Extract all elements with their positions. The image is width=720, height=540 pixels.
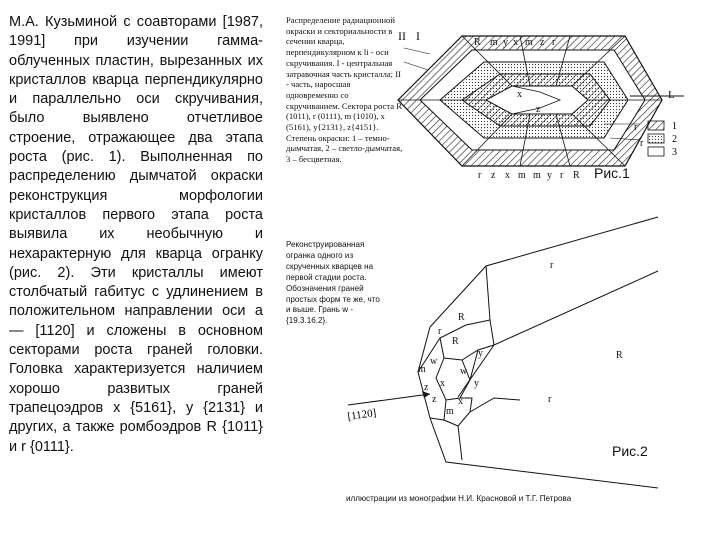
fig1-top-label: z [540,37,545,48]
fig1-bottom-label: r [478,170,482,181]
svg-text:3: 3 [672,147,677,158]
figure1-caption: Распределение радиационной окраски и секториальности в сечении кварца, перпендикулярном к li - оси скручивания. I - центральная затравочная часть кристалла; II - часть, наросшая одновременно со скручиванием. Сектора роста R (1011), r (0111), m (1010), x (5161), y{2131}, z{4151}. Степень окраски: 1 – темно-дымчатая, 2 – светло-дымчатая, 3 – бесцветная. [286,15,403,165]
fig1-bottom-label: x [505,170,510,181]
fig1-bottom-label: R [573,170,580,181]
fig1-top-label: x [513,37,518,48]
fig2-face-label: y [474,378,479,389]
fig1-top-label: m [525,37,533,48]
fig2-face-label: r [548,394,552,405]
fig2-face-label: x [440,378,445,389]
fig1-inner-label: x [517,89,522,100]
main-paragraph: М.А. Кузьминой с соавторами [1987, 1991] при изучении гамма-облученных пластин, вырезанных их кристаллов кварца перпендикулярно и параллельно оси скручивания, было выявлено отчетливое строение, отражающее два этапа роста (рис. 1). Выполненная по распределению дымчатой окраски реконструкция морфологии кристаллов первого этапа роста выявила их необычную и нехарактерную для кварца огранку (рис. 2). Эти кристаллы имеют столбчатый габитус с удлинением в положительном направлении оси a — [1120] и сложены в основном секторами роста граней головки. Головка характеризуется наличием хорошо развитых граней трапецоэдров x {5161}, y {2131} и других, а также ромбоэдров R {1011} и r {0111}. [9,14,263,455]
fig1-top-label: y [503,37,508,48]
figure1-label: Рис.1 [594,165,630,181]
fig2-face-label: R [452,336,459,347]
fig2-face-label: z [432,394,437,405]
fig1-roman-2: II [398,29,406,43]
fig2-axis-line [348,394,430,405]
fig1-legend [648,121,677,158]
svg-text:1: 1 [672,121,677,132]
fig2-face-label: w [430,356,438,367]
fig2-axis-label: [1120] [346,407,378,423]
fig2-face-label: R [458,312,465,323]
fig1-side-label: r [640,138,644,149]
fig1-inner-label: z [536,104,541,115]
fig1-roman-1: I [416,29,420,43]
fig1-bottom-label: m [518,170,526,181]
fig2-face-label: r [550,260,554,271]
fig2-face-label: z [424,382,429,393]
fig2-face-label: m [446,406,454,417]
fig2-face-label: R [616,350,623,361]
illustration-credit: иллюстрации из монографии Н.И. Красновой и Т.Г. Петрова [346,494,572,503]
fig2-face-label: m [418,364,426,375]
fig1-top-label: r [552,37,556,48]
fig2-face-label: r [438,326,442,337]
fig1-axis-label: L [668,89,675,101]
svg-text:2: 2 [672,134,677,145]
fig1-top-label: m [490,37,498,48]
fig2-face-label: w [460,366,468,377]
fig1-bottom-label: r [560,170,564,181]
fig2-face-label: x [458,396,463,407]
fig1-bottom-label: y [547,170,552,181]
fig1-top-label: R [474,37,481,48]
figure2-caption: Реконструированная огранка одного из скрученных кварцев на первой стадии роста. Обозначения граней простых форм те же, что и выше. Грань w - {19.3.16.2}. [286,240,380,326]
figure2-label: Рис.2 [612,443,648,459]
fig1-bottom-label: m [533,170,541,181]
fig2-face-label: y [478,348,483,359]
fig1-bottom-label: z [491,170,496,181]
fig1-side-label: r [634,122,638,133]
